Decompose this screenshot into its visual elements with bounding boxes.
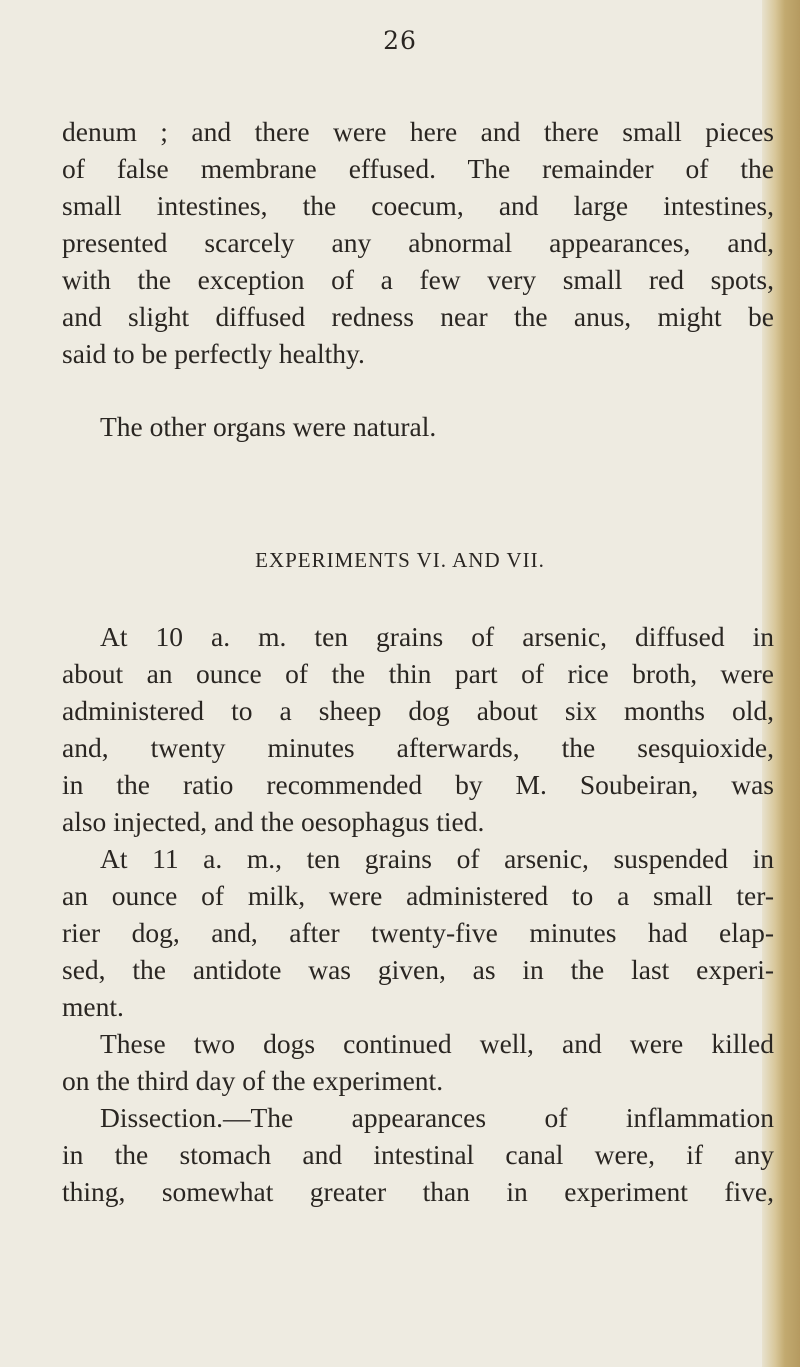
text-line: At 11 a. m., ten grains of arsenic, suspended in (100, 843, 774, 874)
text-line: These two dogs continued well, and were killed (100, 1028, 774, 1059)
section-heading: EXPERIMENTS VI. AND VII. (255, 548, 545, 572)
text-line: ment. (62, 991, 124, 1022)
text-line: of false membrane effused. The remainder of the (62, 153, 774, 184)
paragraph-other-organs (100, 408, 774, 445)
section-experiments-body (62, 618, 774, 1210)
text-line: denum ; and there were here and there small pieces (62, 116, 774, 147)
text-line: The other organs were natural. (100, 411, 437, 442)
text-line: At 10 a. m. ten grains of arsenic, diffused in (100, 621, 774, 652)
page-number: 26 (383, 26, 417, 55)
text-line: about an ounce of the thin part of rice broth, were (62, 658, 774, 689)
text-line: and, twenty minutes afterwards, the sesquioxide, (62, 732, 774, 763)
text-line: on the third day of the experiment. (62, 1065, 444, 1096)
text-line: and slight diffused redness near the anus, might be (62, 301, 774, 332)
text-line: in the ratio recommended by M. Soubeiran, was (62, 769, 774, 800)
text-line: sed, the antidote was given, as in the last experi- (62, 954, 774, 985)
text-line: Dissection.—The appearances of inflammation (100, 1102, 774, 1133)
text-line: said to be perfectly healthy. (62, 338, 365, 369)
text-line: with the exception of a few very small red spots, (62, 264, 774, 295)
text-line: administered to a sheep dog about six months old, (62, 695, 774, 726)
text-line: an ounce of milk, were administered to a small ter- (62, 880, 774, 911)
text-line: rier dog, and, after twenty-five minutes had elap- (62, 917, 774, 948)
text-line: thing, somewhat greater than in experiment five, (62, 1176, 774, 1207)
paragraph-continued (62, 113, 774, 372)
text-line: small intestines, the coecum, and large intestines, (62, 190, 774, 221)
text-line: also injected, and the oesophagus tied. (62, 806, 485, 837)
text-line: in the stomach and intestinal canal were, if any (62, 1139, 774, 1170)
text-line: presented scarcely any abnormal appearances, and, (62, 227, 774, 258)
